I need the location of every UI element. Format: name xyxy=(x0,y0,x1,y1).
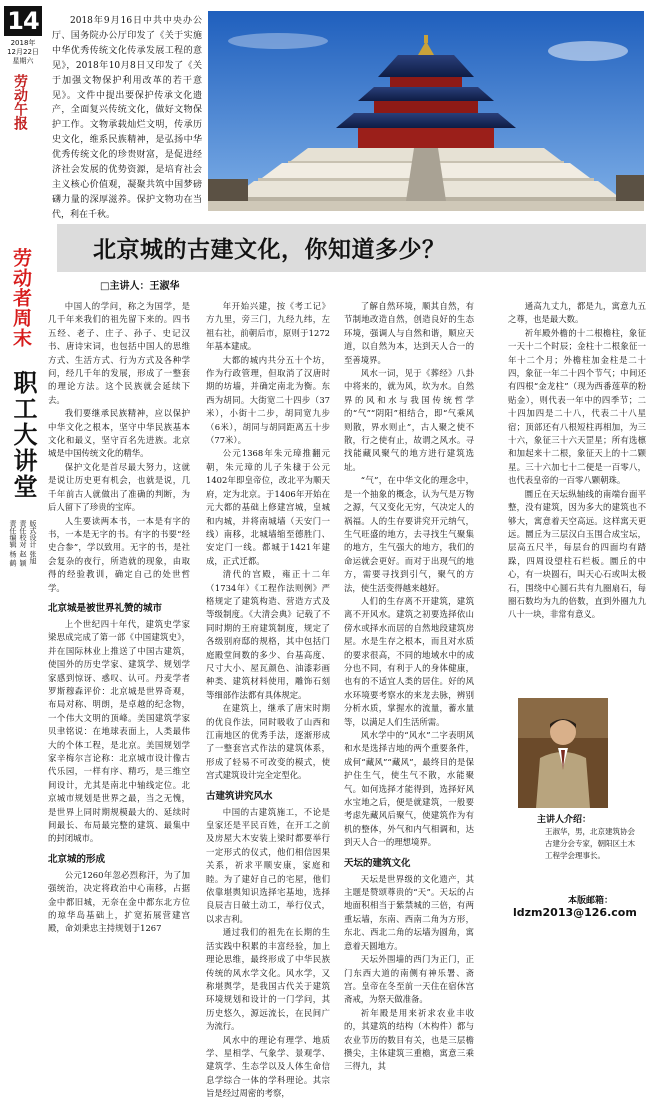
temple-of-heaven-photo xyxy=(208,11,644,211)
speaker-line: □主讲人：王淑华 xyxy=(100,281,180,292)
credit-line: 责任编辑 杨 鹤 xyxy=(9,520,17,567)
body-paragraph: 年开始兴建，按《考工记》方九里，旁三门，九经九纬，左祖右社，前朝后市，原则于1272年基本建成。 xyxy=(206,301,330,352)
mailbox-label: 本版邮箱： xyxy=(568,896,614,906)
body-paragraph: “气”，在中华文化的理念中，是一个抽象的概念，认为气是万物之源，气又变化无穷，气决定人的祸福。人的生存要讲究开元纳气，生气旺盛的地方，去寻找生气聚集的地方，生气强大的地方，我们的命运就会更好。而对于出现气的地方，需要寻找到引气，聚气的方法，使生活变得越来越好。 xyxy=(344,475,474,593)
body-paragraph: 圜丘在天坛纵轴线的南端台面平整，没有建筑，因为多大的建筑也不够大，寓意着天空高远。这样寓天更远。圜丘为三层汉白玉围合成宝坛，层高五尺半，每层台的四面均有踏跺，四周设望柱石栏板。圜丘的中心，有一块圆石，叫天心石或叫太极石，围绕中心圆石共有九圈扇石，每圈石数均为九的倍数，直到外圈九九八十一块，非常有意义。 xyxy=(508,488,646,620)
column-name: 职工大讲堂 xyxy=(9,370,37,500)
body-paragraph: 清代的宫殿，雍正十二年（1734年）《工程作法则例》严格规定了建筑构造、营造方式及等级制度。《大清会典》记载了不同时期的王府建筑制度，规定了各级别府邸的规格，其中包括门庭殿堂间数的多少、台基高度、尺寸大小、屋瓦颜色、油漆彩画种类、建筑材料使用，雕饰石刻等细部作法都有具体规定。 xyxy=(206,569,330,700)
article-column-2 xyxy=(206,300,330,1101)
date-weekday: 星期六 xyxy=(12,57,34,65)
body-paragraph: 通高九丈九，都是九，寓意九五之尊，也是最大数。 xyxy=(508,301,646,325)
intro-paragraph: 2018年9月16日中共中央办公厅、国务院办公厅印发了《关于实施中华优秀传统文化传承发展工程的意见》，2018年10月8日又印发了《关于加强文物保护利用改革的若干意见》。文件中提出要保护传承文化遗产，全面复兴传统文化，做好文物保护工作。文物承载灿烂文明，传承历史文化，维系民族精神，是弘扬中华优秀传统文化的珍贵财富，是促进经济社会发展的优势资源，是培育社会主义核心价值观，凝聚共筑中国梦磅礴力量的深厚滋养。保护文物功在当代，利在千秋。 xyxy=(52,16,202,220)
article-title: 北京城的古建文化，你知道多少？ xyxy=(93,237,446,263)
credit-line: 版式设计 张旭 xyxy=(29,520,37,565)
article-column-4 xyxy=(508,300,646,622)
body-paragraph: 大都的城内共分五十个坊，作为行政管理，但取消了汉唐时期的坊墙，并确定南北为衡。东西为胡同。大街宽二十四步（37米），小街十二步，胡同宽九步（6米），胡同与胡同距离五十步（77米）。 xyxy=(206,354,330,446)
article-column-3 xyxy=(344,300,474,1074)
body-paragraph: 风水学中的“风水”二字表明风和水是选择吉地的两个重要条件，成何“藏风”“藏风”，最终目的是保护住生气，使生气不散，水能聚气。如何选择才能得到，选择好风水宝地之后，便是就建筑，一般要考虑先藏风后聚气，使建筑作为有机的整体，外气和内气相调和，达到天人合一的理想境界。 xyxy=(344,730,474,848)
mailbox-address[interactable]: ldzm2013@126.com xyxy=(513,906,637,919)
body-paragraph: 天坛外围墙的西门为正门，正门东西大道的南侧有神乐署、斋宫。皇帝在冬至前一天住在宿休宫斋戒，为祭天做准备。 xyxy=(344,954,474,1005)
body-paragraph: 祈年殿外檐的十二根檐柱，象征一天十二个时辰；金柱十二根象征一年十二个月；外檐柱加金柱是二十四，象征一年二十四个节气；中间还有四根“金龙柱”（现为西番莲草的粉贴金），则代表一年中的四季节；二十四加四是二十八，代表二十八星宿；顶部还有八根短柱再相加，为三十六，象征三十六天罡星；所有选檩和加起来十二根，象征天上的十二颗星。三十六加七十二便是一百零八，也代表皇帝的一百零八颗朝珠。 xyxy=(508,327,646,486)
article-column-1 xyxy=(48,300,190,936)
page-number: 14 xyxy=(4,6,42,36)
body-paragraph: 风水中的理论有理学、地质学、星相学、气象学、景观学、建筑学、生态学以及人体生命信息学综合一体的学科理论。其宗旨是经过周密的考察， xyxy=(206,1034,330,1099)
newspaper-logo: 劳动午报 xyxy=(12,74,28,130)
author-intro-label: 主讲人介绍： xyxy=(537,815,592,825)
author-portrait xyxy=(518,698,608,808)
credit-line: 责任校对 赵 颖 xyxy=(19,520,27,567)
section-heading: 天坛的建筑文化 xyxy=(344,857,411,869)
section-heading: 古建筑讲究风水 xyxy=(206,790,273,802)
body-paragraph: 人生要读两本书，一本是有字的书，一本是无字的书。有字的书要“经史合参”，学以致用。无字的书，是社会复杂的夜行，所造就的现象，由取得的经验教训，确定自己的处世哲学。 xyxy=(48,515,190,593)
body-paragraph: 中国的古建筑施工，不论是皇家还是平民百姓，在开工之前及房屋大木安装上梁时都要举行一定形式的仪式，他们相信因果关系，祈求平顺安康，家庭和睦。为了建好自己的宅屋，他们依靠堪舆知识选择宅基地，选择良辰吉日破土动工，举行仪式，以求吉利。 xyxy=(206,806,330,924)
body-paragraph: 祈年殿是用来祈求农业丰收的，其建筑的结构（木构件）都与农业节历的数目有关，也是三层檐攒尖，主体建筑三重檐，寓意三乘三得九，其 xyxy=(344,1007,474,1072)
body-paragraph: 上个世纪四十年代，建筑史学家梁思成完成了第一部《中国建筑史》，并在国际林业上推送了中国古建筑，使国外的历史学家、建筑学、规划学家感到惊讶、惑叹、认可。丹麦学者罗斯穆森评价：北京城是世界奇观，布局对称、明朗，是卓越的纪念物，一个伟大文明的顶峰。美国建筑学家贝聿铭说：在地球表面上，人类最伟大的个体工程，是北京。美国规划学家辛梅尔言论称：北京城市设计像古代乐园，一样有序、精巧，是三维空间设计，尤其是南北中轴线定位。北京城市规划是世界之最，当之无愧，是世界上同时期规模最大的、延续时间最长、布局最完整的建筑、最集中的封闭城市。 xyxy=(48,618,190,844)
section-heading: 北京城是被世界礼赞的城市 xyxy=(48,602,163,614)
date-year: 2018年 xyxy=(10,39,36,47)
body-paragraph: 人们的生存离不开建筑，建筑离不开风水。建筑之初要选择依山傍水或择水而居的自然地段建筑房屋。水是生存之根本，而且对水质的要求很高，不同的地域水中的成分也不同，有利于人的身体健康，也有的不适宜人类的居住。好的风水环境要考察水的来龙去脉，辨别分析水质，掌握水的流量，蓄水量等，以满足人们生活所需。 xyxy=(344,595,474,727)
body-paragraph: 公元1368年朱元璋推翻元朝，朱元璋的儿子朱棣于公元1402年即皇帝位，改北平为顺天府，定为北京。于1406年开始在元大都的基础上修建宫城，皇城和内城，并将南城墙（天安门一线）南移，北城墙缩至德胜门、安定门一线。都城于1421年建成，正式迁都。 xyxy=(206,448,330,566)
section-title: 劳动者周末 xyxy=(10,248,32,348)
body-paragraph: 在建筑上，继承了唐宋时期的优良作法，同时吸收了山西和江南地区的优秀手法，逐渐形成了一整套宫式作法的建筑体系，形成了轻易不可改变的模式，使宫式建筑设计完全定型化。 xyxy=(206,703,330,781)
body-paragraph: 我们要继承民族精神，应以保护中华文化之根本，坚守中华民族基本文化和最义，坚守百名先进族。北京城是中国传统文化的精华。 xyxy=(48,408,190,459)
body-paragraph: 保护文化是首尽最大努力，这就是说让历史更有机会，也就是说，几千年前古人就做出了准确的判断，为后人留下了珍贵的宝库。 xyxy=(48,461,190,513)
body-paragraph: 公元1260年忽必烈称汗，为了加强统治，决定将政治中心南移，占据金中都旧城，无奈在金中都东北方位的琼华岛基础上，扩宽拓展营建宫殿，命刘秉忠主持规划于1267 xyxy=(48,869,190,934)
body-paragraph: 了解自然环境，顺其自然，有节制地改造自然，创造良好的生态环境，强调人与自然和谐，顺应天道，以自然为本，达到天人合一的至善境界。 xyxy=(344,301,474,365)
body-paragraph: 通过我们的祖先在长期的生活实践中积累的丰富经验，加上理论思维，最终形成了中华民族传统的风水学文化。风水学，又称堪舆学，是我国古代关于建筑环境规划和设计的一门学问，其历史悠久，源远流长，在民间广为流行。 xyxy=(206,927,330,1032)
date-day: 12月22日 xyxy=(7,48,39,56)
body-paragraph: 中国人的学问，称之为国学，是几千年来我们的祖先留下来的。四书五经、老子、庄子、孙子、史记汉书、唐诗宋词，也包括中国人的思维方式、生活方式、行为方式及各种学问，经几千年的发展，形成了一整套的理论方法。这个民族就会延续下去。 xyxy=(48,301,190,405)
body-paragraph: 天坛是世界级的文化遗产，其主题是赞颂尊贵的“天”。天坛的占地面积相当于紫禁城的三倍，有两重坛墙，东南、西南二角为方形，东北、西北二角的坛墙为圆角，寓意着天圆地方。 xyxy=(344,873,474,951)
body-paragraph: 风水一词，见于《葬经》八卦中将来的，就为风，坎为水。自然界的风和水与我国传统哲学的“气”“阴阳”相结合，即“气乘风则散，界水则止”，古人聚之使不散，行之使有止，故谓之风水。寻找能藏风聚气的地方进行建筑选址。 xyxy=(344,368,474,472)
section-heading: 北京城的形成 xyxy=(48,853,106,865)
author-bio: 王淑华，男，北京建筑协会古建分会专家，朝阳区土木工程学会理事长。 xyxy=(545,827,635,860)
